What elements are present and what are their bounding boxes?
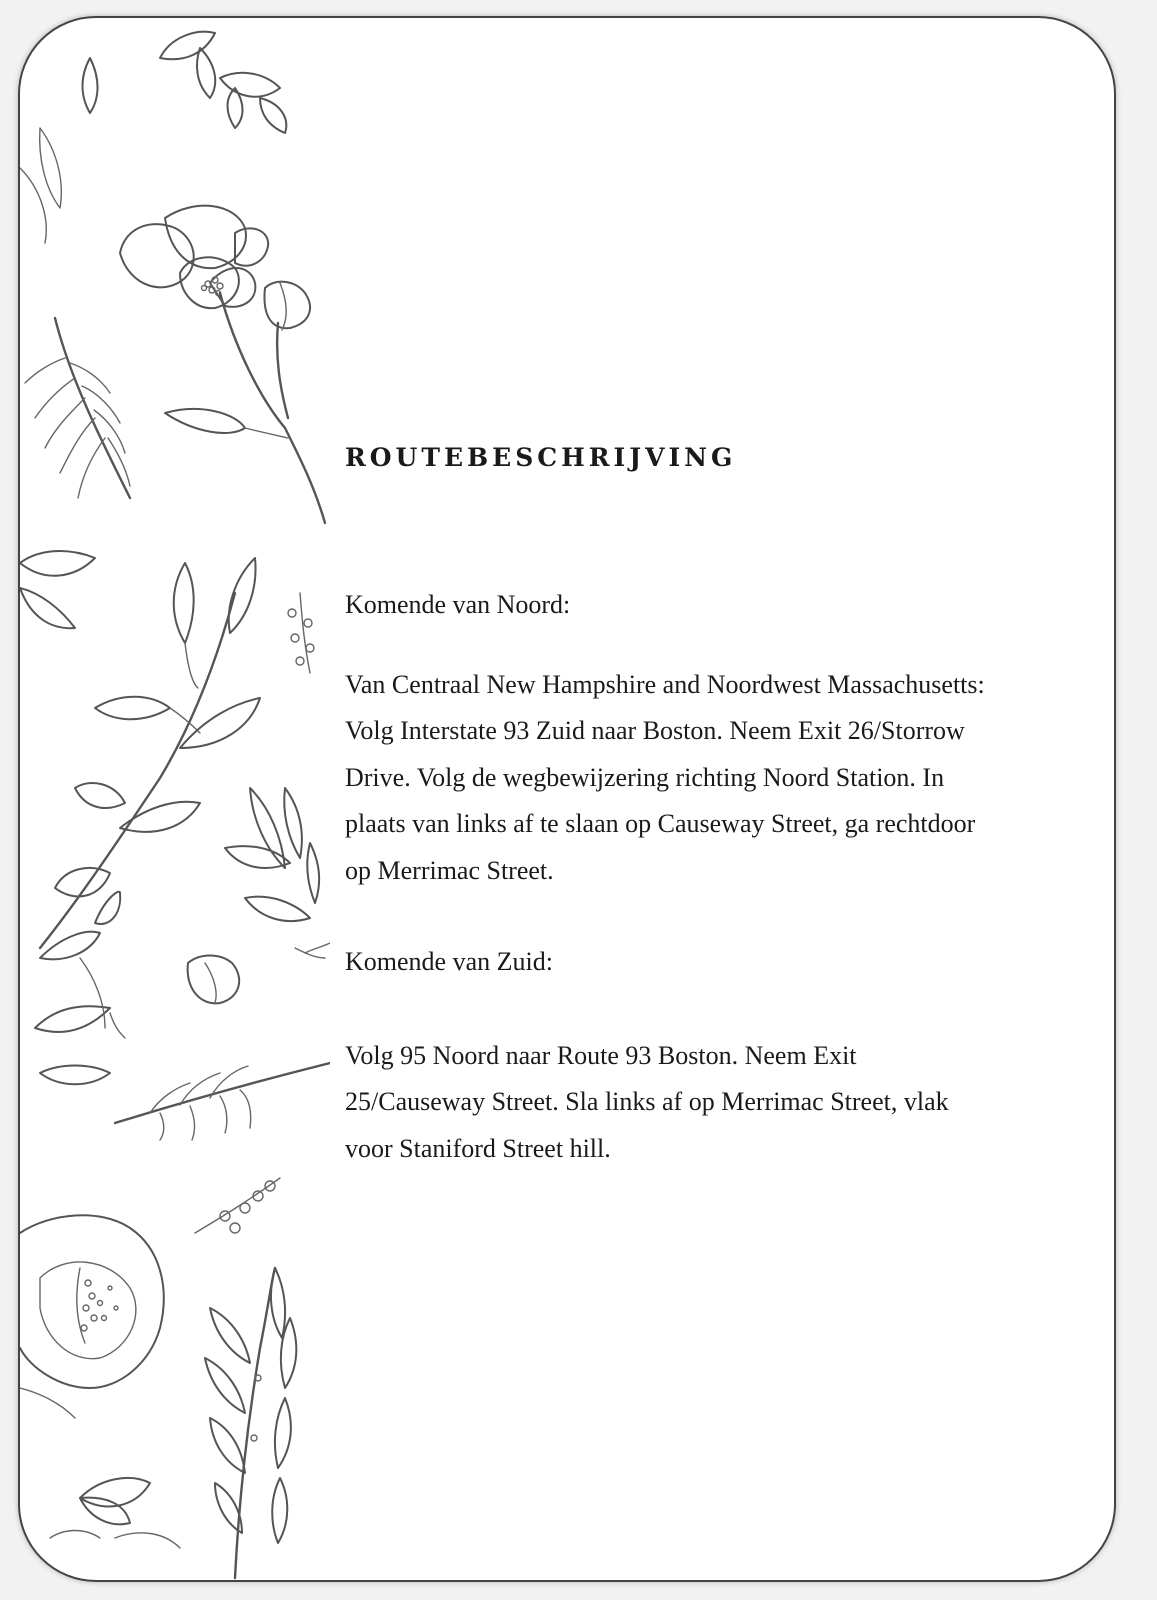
directions-card [18, 16, 1116, 1582]
section-heading-north: Komende van Noord: [345, 590, 571, 619]
body-line: plaats van links af te slaan op Causeway Street, ga rechtdoor [345, 809, 976, 838]
page-title: ROUTEBESCHRIJVING [345, 443, 737, 472]
body-line: Volg 95 Noord naar Route 93 Boston. Neem Exit [345, 1040, 857, 1070]
body-line: Van Centraal New Hampshire and Noordwest Massachusetts: [345, 669, 985, 699]
section-body-south [345, 1033, 1105, 1173]
body-line: op Merrimac Street. [345, 855, 554, 885]
body-line: Volg Interstate 93 Zuid naar Boston. Neem Exit 26/Storrow [345, 716, 965, 745]
body-line: voor Staniford Street hill. [345, 1133, 611, 1163]
directions-content [345, 438, 1105, 1172]
body-line: 25/Causeway Street. Sla links af op Merrimac Street, vlak [345, 1087, 949, 1116]
floral-line-illustration-icon [20, 18, 330, 1580]
section-heading-south: Komende van Zuid: [345, 947, 553, 976]
section-body-north [345, 662, 1105, 895]
body-line: Drive. Volg de wegbewijzering richting Noord Station. In [345, 762, 945, 792]
